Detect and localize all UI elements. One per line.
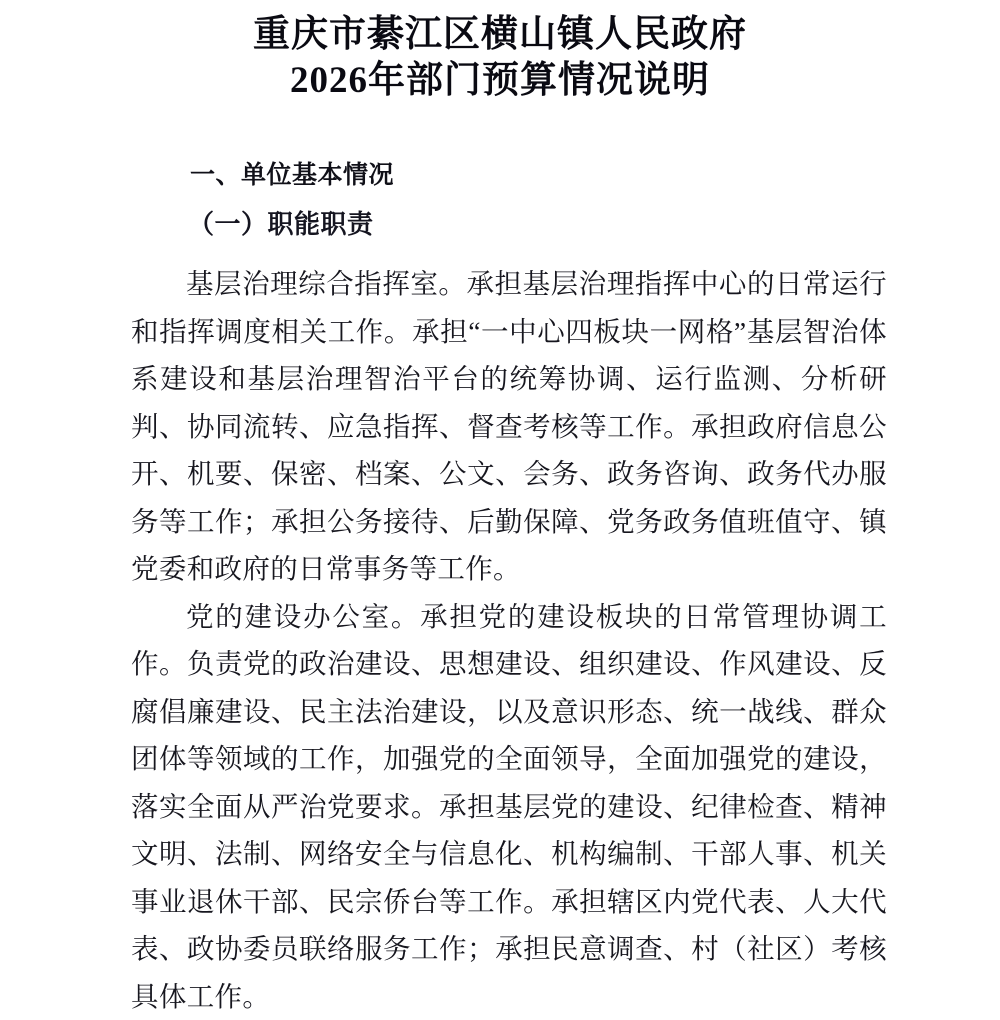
section-heading-unit-basic-info: 一、单位基本情况	[0, 104, 1000, 192]
document-title	[0, 0, 1000, 104]
paragraph-grassroots-governance-command-office: 基层治理综合指挥室。承担基层治理指挥中心的日常运行和指挥调度相关工作。承担“一中心四板块一网格”基层智治体系建设和基层治理智治平台的统筹协调、运行监测、分析研判、协同流转、应急指挥、督查考核等工作。承担政府信息公开、机要、保密、档案、公文、会务、政务咨询、政务代办服务等工作；承担公务接待、后勤保障、党务政务值班值守、镇党委和政府的日常事务等工作。	[131, 260, 887, 593]
document-title-line-1: 重庆市綦江区横山镇人民政府	[0, 12, 1000, 58]
document-body	[0, 260, 1000, 1020]
sub-heading-functions-and-duties: （一）职能职责	[0, 192, 1000, 242]
document-title-line-2: 2026年部门预算情况说明	[0, 58, 1000, 104]
paragraph-party-building-office: 党的建设办公室。承担党的建设板块的日常管理协调工作。负责党的政治建设、思想建设、组织建设、作风建设、反腐倡廉建设、民主法治建设，以及意识形态、统一战线、群众团体等领域的工作，加强党的全面领导，全面加强党的建设，落实全面从严治党要求。承担基层党的建设、纪律检查、精神文明、法制、网络安全与信息化、机构编制、干部人事、机关事业退休干部、民宗侨台等工作。承担辖区内党代表、人大代表、政协委员联络服务工作；承担民意调查、村（社区）考核具体工作。	[131, 593, 887, 1020]
